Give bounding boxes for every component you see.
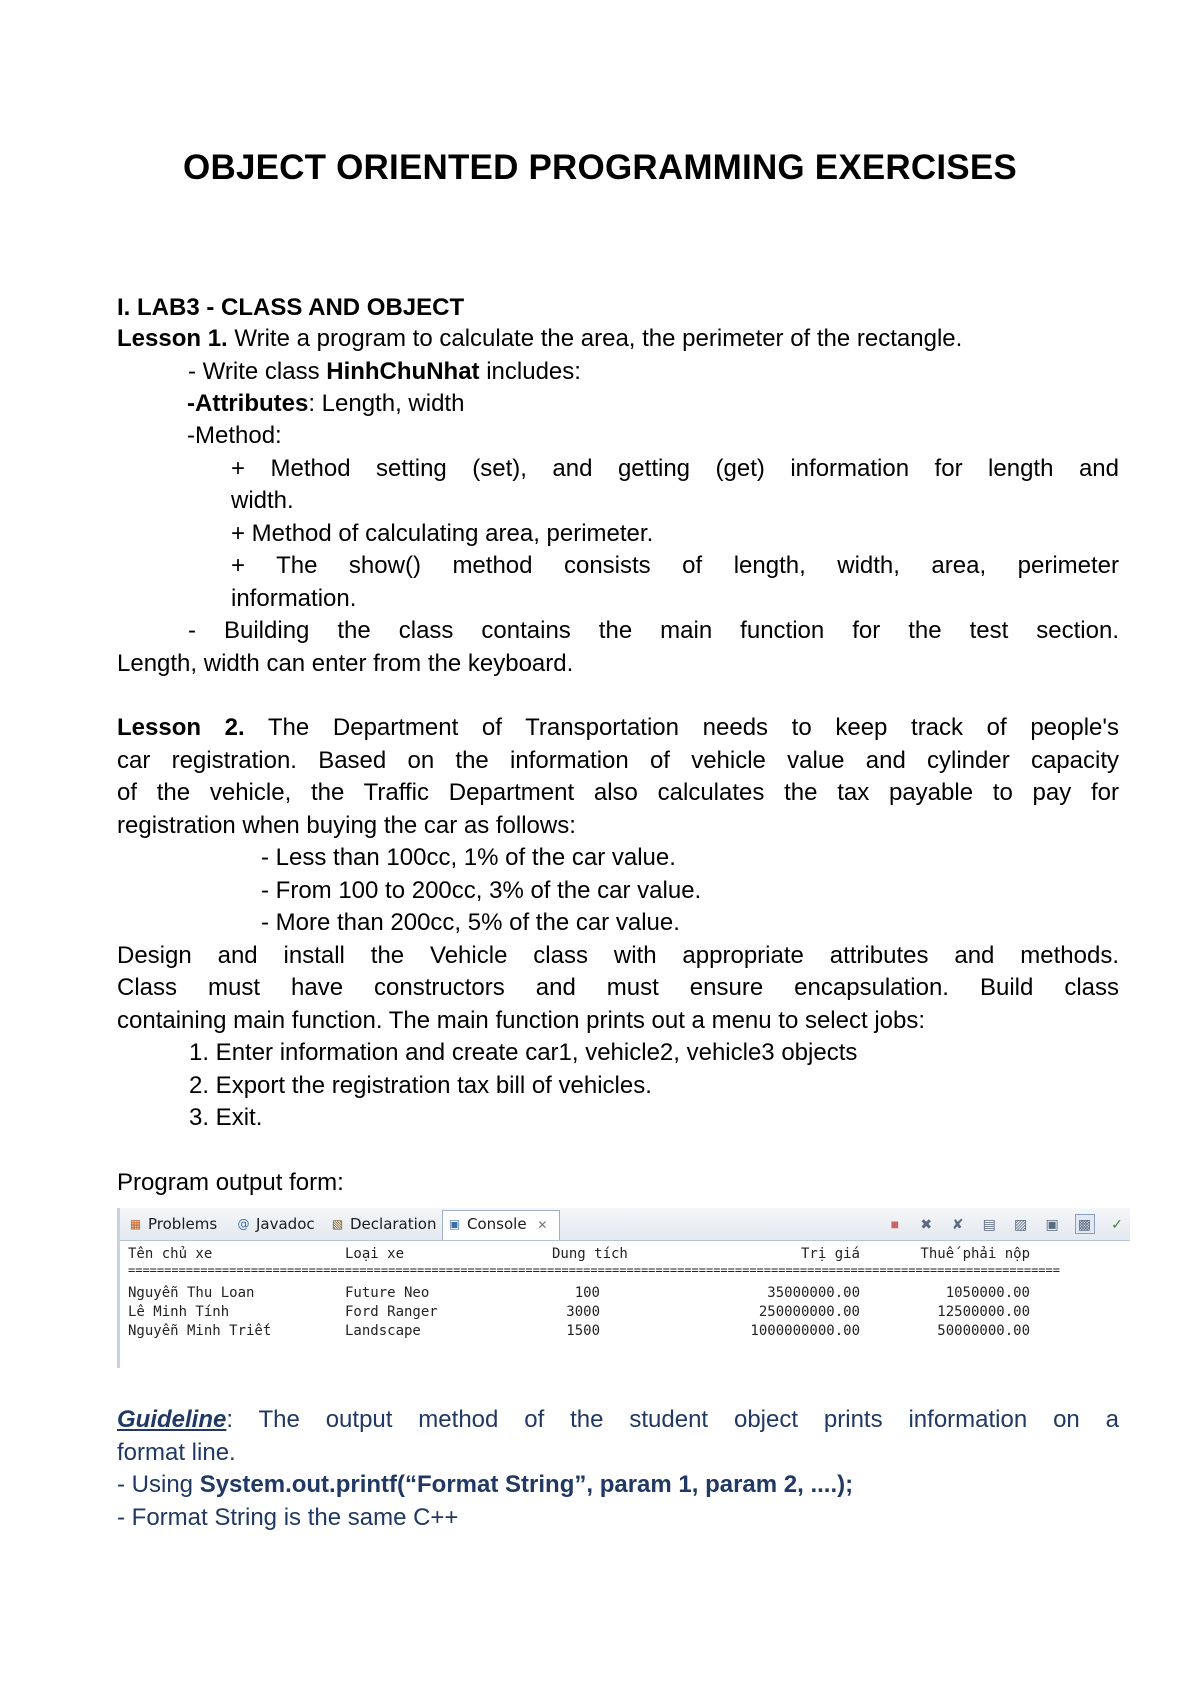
terminate-icon[interactable]: ■ xyxy=(890,1216,900,1232)
console-icon: ▣ xyxy=(448,1217,461,1231)
cell-value: 250000000.00 xyxy=(758,1304,860,1320)
header-owner: Tên chủ xe xyxy=(128,1246,213,1262)
cell-value: 35000000.00 xyxy=(767,1285,860,1301)
cell-owner: Lê Minh Tính xyxy=(128,1304,230,1320)
word-wrap-icon[interactable]: ▣ xyxy=(1045,1216,1059,1232)
output-form-label: Program output form: xyxy=(117,1169,344,1196)
remove-launch-icon[interactable]: ✖ xyxy=(920,1216,933,1232)
tab-console[interactable] xyxy=(442,1210,560,1240)
tab-label: Problems xyxy=(148,1215,218,1233)
design-line1: Design and install the Vehicle class with appropriate attributes and methods. xyxy=(117,942,1119,969)
menu-item: 2. Export the registration tax bill of vehicles. xyxy=(189,1072,652,1099)
cell-capacity: 3000 xyxy=(566,1304,600,1320)
cell-type: Landscape xyxy=(345,1323,421,1339)
remove-all-icon[interactable]: ✘ xyxy=(951,1216,964,1232)
tax-rule-item: - More than 200cc, 5% of the car value. xyxy=(261,909,680,936)
declaration-icon: ▧ xyxy=(331,1217,344,1231)
tax-rule-item: - Less than 100cc, 1% of the car value. xyxy=(261,844,676,871)
using-prefix: - Using xyxy=(117,1471,200,1498)
class-name: HinhChuNhat xyxy=(326,358,480,385)
guideline-line1 xyxy=(117,1404,1119,1436)
problems-icon: ▦ xyxy=(129,1217,142,1231)
header-tax: Thuế phải nộp xyxy=(920,1246,1030,1262)
cell-tax: 50000000.00 xyxy=(937,1323,1030,1339)
lesson2-para-line4: registration when buying the car as follows: xyxy=(117,812,576,839)
build-class-cont: Length, width can enter from the keyboard. xyxy=(117,650,574,677)
lesson2-intro xyxy=(117,712,1119,744)
tax-rule-item: - From 100 to 200cc, 3% of the car value. xyxy=(261,877,702,904)
cell-value: 1000000000.00 xyxy=(750,1323,860,1339)
guideline-text: : The output method of the student object prints information on a xyxy=(226,1406,1119,1433)
menu-item: 1. Enter information and create car1, vehicle2, vehicle3 objects xyxy=(189,1039,858,1066)
separator-line: ================================================================================================================================= xyxy=(128,1263,1060,1277)
page-title: OBJECT ORIENTED PROGRAMMING EXERCISES xyxy=(183,148,1017,187)
console-screenshot xyxy=(117,1208,1130,1368)
lesson1-text: Write a program to calculate the area, the perimeter of the rectangle. xyxy=(227,325,963,352)
attributes-line xyxy=(187,388,464,420)
build-class-line: - Building the class contains the main function for the test section. xyxy=(188,617,1119,644)
lesson2-label: Lesson 2. xyxy=(117,714,245,741)
method-set-get-cont: width. xyxy=(231,487,294,514)
attributes-text: : Length, width xyxy=(308,390,465,417)
header-type: Loại xe xyxy=(345,1246,405,1262)
menu-item: 3. Exit. xyxy=(189,1104,263,1131)
header-value: Trị giá xyxy=(800,1246,860,1262)
cell-tax: 12500000.00 xyxy=(937,1304,1030,1320)
lesson1-label: Lesson 1. xyxy=(117,325,228,352)
clear-console-icon[interactable]: ▤ xyxy=(982,1216,996,1232)
tab-declaration[interactable] xyxy=(326,1211,460,1237)
method-show-line: + The show() method consists of length, width, area, perimeter xyxy=(231,552,1119,579)
display-console-icon[interactable]: ▩ xyxy=(1075,1214,1095,1234)
lesson2-para-line2: car registration. Based on the information of vehicle value and cylinder capacity xyxy=(117,747,1119,774)
pin-console-icon[interactable]: ✓ xyxy=(1111,1216,1123,1232)
cell-capacity: 1500 xyxy=(566,1323,600,1339)
class-line-prefix: - Write class xyxy=(188,358,327,385)
close-icon[interactable]: ✕ xyxy=(537,1218,548,1232)
design-line3: containing main function. The main function prints out a menu to select jobs: xyxy=(117,1007,926,1034)
lesson2-para-line3: of the vehicle, the Traffic Department also calculates the tax payable to pay for xyxy=(117,779,1119,806)
tab-javadoc[interactable] xyxy=(232,1211,336,1237)
tab-problems[interactable] xyxy=(124,1211,242,1237)
header-capacity: Dung tích xyxy=(552,1246,628,1262)
section-heading: I. LAB3 - CLASS AND OBJECT xyxy=(117,294,465,321)
cell-type: Future Neo xyxy=(345,1285,430,1301)
guideline-using xyxy=(117,1469,853,1501)
cell-tax: 1050000.00 xyxy=(945,1285,1030,1301)
tab-label: Console xyxy=(467,1215,527,1233)
javadoc-icon: @ xyxy=(237,1217,250,1231)
method-show-cont: information. xyxy=(231,585,357,612)
cell-type: Ford Ranger xyxy=(345,1304,438,1320)
console-tab-bar xyxy=(120,1208,1130,1241)
lesson1-class-line xyxy=(188,356,581,388)
tab-label: Javadoc xyxy=(256,1215,315,1233)
cell-capacity: 100 xyxy=(574,1285,600,1301)
design-line2: Class must have constructors and must ensure encapsulation. Build class xyxy=(117,974,1119,1001)
scroll-lock-icon[interactable]: ▨ xyxy=(1014,1216,1028,1232)
lesson2-text: The Department of Transportation needs to keep track of people's xyxy=(244,714,1119,741)
class-line-suffix: includes: xyxy=(479,358,581,385)
console-toolbar xyxy=(877,1214,1126,1236)
cell-owner: Nguyễn Thu Loan xyxy=(128,1285,255,1301)
attributes-label: -Attributes xyxy=(187,390,309,417)
guideline-line2: format line. xyxy=(117,1439,236,1466)
tab-label: Declaration xyxy=(350,1215,437,1233)
cell-owner: Nguyễn Minh Triết xyxy=(128,1323,272,1339)
method-area-line: + Method of calculating area, perimeter. xyxy=(231,520,654,547)
lesson1-intro xyxy=(117,323,962,355)
guideline-label: Guideline xyxy=(117,1406,227,1433)
method-set-get-line: + Method setting (set), and getting (get) information for length and xyxy=(231,455,1119,482)
method-line: -Method: xyxy=(187,422,282,449)
guideline-format: - Format String is the same C++ xyxy=(117,1504,459,1531)
printf-signature: System.out.printf(“Format String”, param 1, param 2, ....); xyxy=(199,1471,854,1498)
